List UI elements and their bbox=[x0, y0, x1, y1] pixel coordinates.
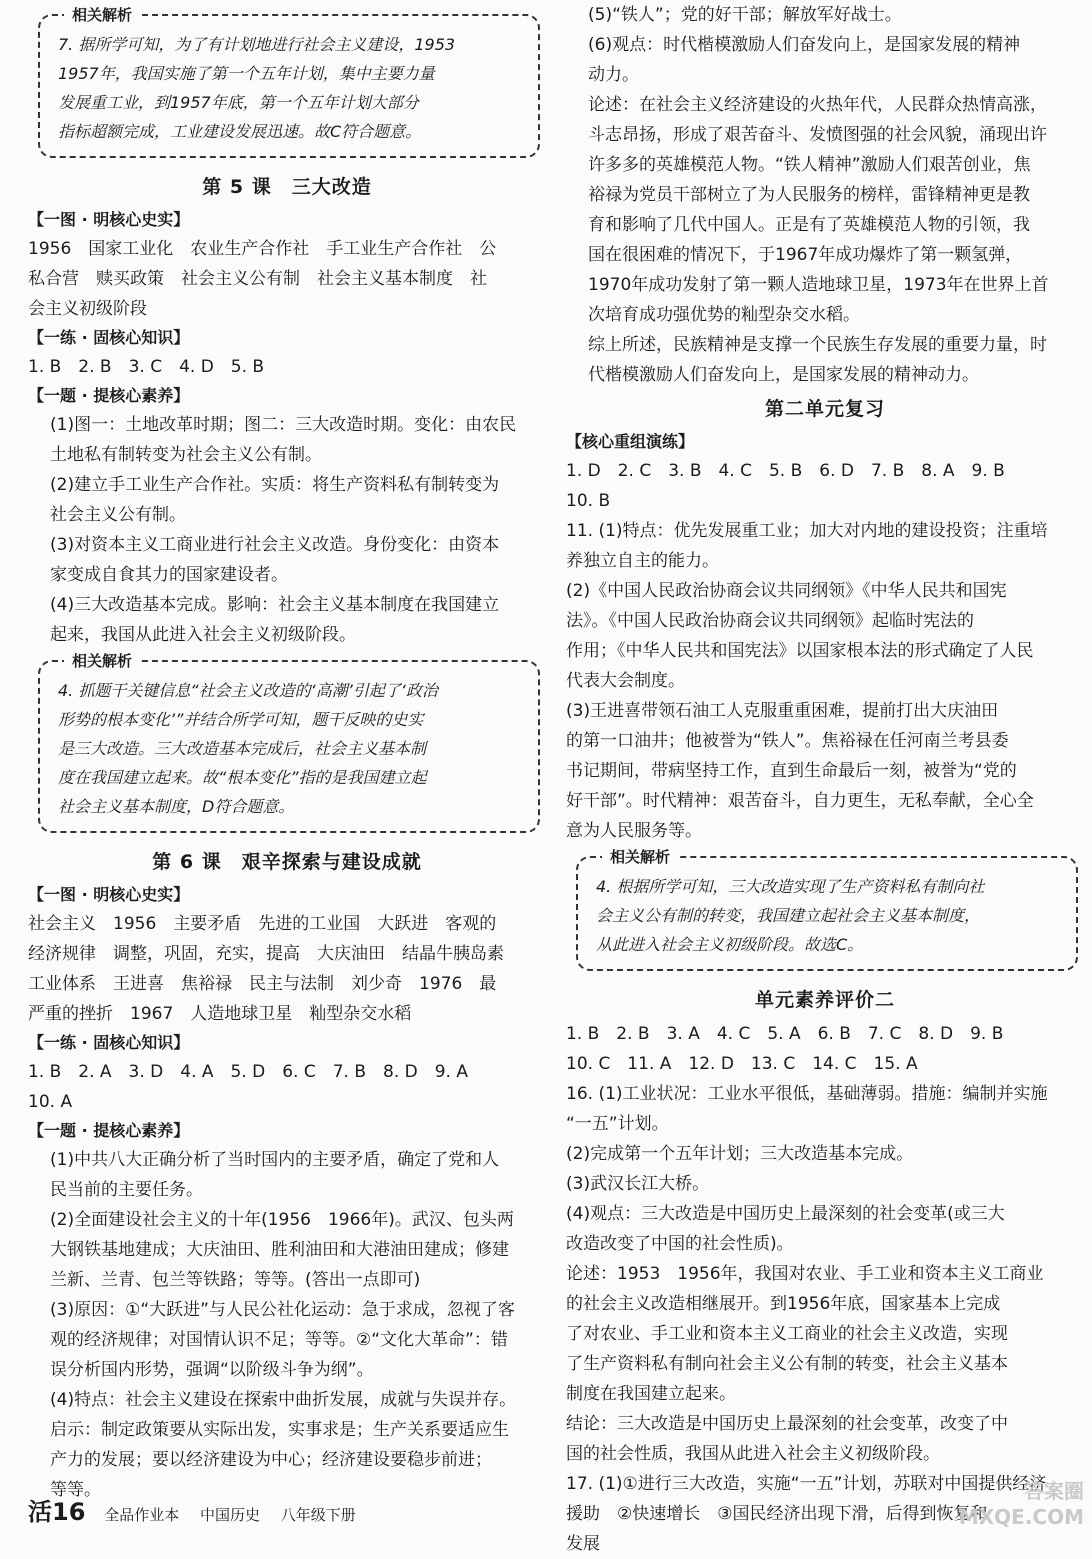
answer-line: 育和影响了几代中国人。正是有了英雄模范人物的引领，我 bbox=[588, 215, 1030, 235]
answer-line: 养独立自主的能力。 bbox=[566, 551, 719, 571]
analysis-line: 4. 抓题干关键信息“社会主义改造的‘高潮’引起了‘政治 bbox=[58, 681, 438, 700]
analysis-line: 是三大改造。三大改造基本完成后，社会主义基本制 bbox=[58, 739, 427, 758]
answer-line: 观的经济规律；对国情认识不足；等等。②“文化大革命”：错 bbox=[50, 1330, 508, 1350]
watermark bbox=[934, 1478, 1084, 1532]
answer-line: 论述：1953 1956年，我国对农业、手工业和资本主义工商业 bbox=[566, 1264, 1044, 1284]
answer-line: 产力的发展；要以经济建设为中心；经济建设要稳步前进； bbox=[50, 1450, 492, 1470]
answer-line: (4)观点：三大改造是中国历史上最深刻的社会变革(或三大 bbox=[566, 1204, 1005, 1224]
answer-line: 裕禄为党员干部树立了为人民服务的榜样，雷锋精神更是教 bbox=[588, 185, 1030, 205]
answer-line: (4)特点：社会主义建设在探索中曲折发展，成就与失误并存。 bbox=[50, 1390, 517, 1410]
answer-line: 国在很困难的情况下，于1967年成功爆炸了第一颗氢弹， bbox=[588, 245, 1023, 265]
answer-line: 了生产资料私有制向社会主义公有制的转变，社会主义基本 bbox=[566, 1354, 1008, 1374]
section-head: 【一题 · 提核心素养】 bbox=[28, 386, 190, 405]
answer-line: 等等。 bbox=[50, 1480, 101, 1500]
analysis-tag: 相关解析 bbox=[64, 648, 140, 674]
section-head: 【一图 · 明核心史实】 bbox=[28, 885, 190, 904]
section-head: 【一练 · 固核心知识】 bbox=[28, 328, 190, 347]
answer-line: 兰新、兰青、包兰等铁路；等等。(答出一点即可) bbox=[50, 1270, 421, 1290]
answer-line: 10. B bbox=[566, 491, 611, 511]
answer-line: 1970年成功发射了第一颗人造地球卫星，1973年在世界上首 bbox=[588, 275, 1049, 295]
lesson-5-title: 第 5 课 三大改造 bbox=[202, 176, 372, 198]
grade-name: 八年级下册 bbox=[280, 1506, 356, 1524]
answer-line: 17. (1)①进行三大改造，实施“一五”计划，苏联对中国提供经济 bbox=[566, 1474, 1047, 1494]
answer-line: 16. (1)工业状况：工业水平很低，基础薄弱。措施：编制并实施 bbox=[566, 1084, 1048, 1104]
answer-line: 代楷模激励人们奋发向上，是国家发展的精神动力。 bbox=[588, 365, 979, 385]
analysis-line: 会主义公有制的转变，我国建立起社会主义基本制度， bbox=[596, 906, 981, 925]
keyword-line: 经济规律 调整，巩固，充实，提高 大庆油田 结晶牛胰岛素 bbox=[28, 944, 504, 964]
answer-line: (2)建立手工业生产合作社。实质：将生产资料私有制转变为 bbox=[50, 475, 500, 495]
answer-line: 发展 bbox=[566, 1534, 600, 1554]
answer-line: 改造改变了中国的社会性质)。 bbox=[566, 1234, 794, 1254]
analysis-line: 4. 根据所学可知，三大改造实现了生产资料私有制向社 bbox=[596, 877, 985, 896]
right-column bbox=[566, 0, 1084, 1559]
answer-line: 11. (1)特点：优先发展重工业；加大对内地的建设投资；注重培 bbox=[566, 521, 1048, 541]
answer-line: 次培育成功强优势的籼型杂交水稻。 bbox=[588, 305, 860, 325]
answer-line: 启示：制定政策要从实际出发，实事求是；生产关系要适应生 bbox=[50, 1420, 509, 1440]
answer-line: 法》。《中国人民政治协商会议共同纲领》起临时宪法的 bbox=[566, 611, 974, 631]
analysis-line: 社会主义基本制度，D符合题意。 bbox=[58, 797, 295, 816]
answer-line: 了对农业、手工业和资本主义工商业的社会主义改造，实现 bbox=[566, 1324, 1008, 1344]
answer-line: 大钢铁基地建成；大庆油田、胜利油田和大港油田建成；修建 bbox=[50, 1240, 509, 1260]
answer-line: (5)“铁人”；党的好干部；解放军好战士。 bbox=[588, 5, 902, 25]
answer-line: 援助 ②快速增长 ③国民经济出现下滑，后得到恢复和 bbox=[566, 1504, 988, 1524]
keyword-line: 会主义初级阶段 bbox=[28, 299, 147, 319]
answer-line: (2)完成第一个五年计划；三大改造基本完成。 bbox=[566, 1144, 914, 1164]
answer-line: 误分析国内形势，强调“以阶级斗争为纲”。 bbox=[50, 1360, 374, 1380]
answer-line: “一五”计划。 bbox=[566, 1114, 669, 1134]
analysis-box-3 bbox=[576, 848, 1078, 971]
answer-line: 制度在我国建立起来。 bbox=[566, 1384, 736, 1404]
answer-line: 论述：在社会主义经济建设的火热年代，人民群众热情高涨， bbox=[588, 95, 1047, 115]
answer-line: 10. A bbox=[28, 1092, 73, 1112]
answer-line: (3)原因：①“大跃进”与人民公社化运动：急于求成，忽视了客 bbox=[50, 1300, 515, 1320]
answer-line: (1)图一：土地改革时期；图二：三大改造时期。变化：由农民 bbox=[50, 415, 517, 435]
page-number: 活16 bbox=[28, 1498, 86, 1526]
page-footer bbox=[28, 1494, 356, 1530]
answer-line: (2)全面建设社会主义的十年(1956 1966年)。武汉、包头两 bbox=[50, 1210, 514, 1230]
answer-line: (3)对资本主义工商业进行社会主义改造。身份变化：由资本 bbox=[50, 535, 500, 555]
answer-line: 的社会主义改造相继展开。到1956年底，国家基本上完成 bbox=[566, 1294, 1001, 1314]
answer-line: 代表大会制度。 bbox=[566, 671, 685, 691]
answer-line: 国的社会性质，我国从此进入社会主义初级阶段。 bbox=[566, 1444, 940, 1464]
subject-name: 中国历史 bbox=[199, 1506, 260, 1524]
answer-line: 意为人民服务等。 bbox=[566, 821, 702, 841]
section-head: 【核心重组演练】 bbox=[566, 432, 695, 451]
answer-line: 好干部”。时代精神：艰苦奋斗，自力更生，无私奉献，全心全 bbox=[566, 791, 1034, 811]
answer-line: 1. D 2. C 3. B 4. C 5. B 6. D 7. B 8. A 9. B bbox=[566, 461, 1005, 481]
answer-line: (2)《中国人民政治协商会议共同纲领》《中华人民共和国宪 bbox=[566, 581, 1007, 601]
series-name: 全品作业本 bbox=[104, 1506, 180, 1524]
answer-line: 综上所述，民族精神是支撑一个民族生存发展的重要力量，时 bbox=[588, 335, 1047, 355]
keyword-line: 私合营 赎买政策 社会主义公有制 社会主义基本制度 社 bbox=[28, 269, 487, 289]
answer-line: 社会主义公有制。 bbox=[50, 505, 186, 525]
section-head: 【一图 · 明核心史实】 bbox=[28, 210, 190, 229]
answer-line: 1. B 2. A 3. D 4. A 5. D 6. C 7. B 8. D 9. A bbox=[28, 1062, 468, 1082]
analysis-line: 从此进入社会主义初级阶段。故选C。 bbox=[596, 935, 864, 954]
answer-line: 10. C 11. A 12. D 13. C 14. C 15. A bbox=[566, 1054, 918, 1074]
section-head: 【一练 · 固核心知识】 bbox=[28, 1033, 190, 1052]
analysis-box-1 bbox=[38, 6, 540, 158]
section-head: 【一题 · 提核心素养】 bbox=[28, 1121, 190, 1140]
analysis-line: 度在我国建立起来。故“根本变化”指的是我国建立起 bbox=[58, 768, 427, 787]
watermark-line1: 答案圈 bbox=[1024, 1479, 1084, 1503]
watermark-line2: MXQE.COM bbox=[958, 1505, 1084, 1529]
left-column bbox=[28, 0, 546, 1505]
answer-line: 民当前的主要任务。 bbox=[50, 1180, 203, 1200]
keyword-line: 严重的挫折 1967 人造地球卫星 籼型杂交水稻 bbox=[28, 1004, 412, 1024]
lesson-6-title: 第 6 课 艰辛探索与建设成就 bbox=[152, 851, 422, 873]
analysis-line: 形势的根本变化’”并结合所学可知，题干反映的史实 bbox=[58, 710, 424, 729]
analysis-tag: 相关解析 bbox=[64, 2, 140, 28]
answer-line: (6)观点：时代楷模激励人们奋发向上，是国家发展的精神 bbox=[588, 35, 1021, 55]
answer-line: 动力。 bbox=[588, 65, 639, 85]
answer-line: 家变成自食其力的国家建设者。 bbox=[50, 565, 288, 585]
analysis-line: 发展重工业，到1957年底，第一个五年计划大部分 bbox=[58, 93, 419, 112]
analysis-tag: 相关解析 bbox=[602, 844, 678, 870]
analysis-box-2 bbox=[38, 652, 540, 833]
answer-line: (4)三大改造基本完成。影响：社会主义基本制度在我国建立 bbox=[50, 595, 500, 615]
answer-line: 斗志昂扬，形成了艰苦奋斗、发愤图强的社会风貌，涌现出许 bbox=[588, 125, 1047, 145]
keyword-line: 1956 国家工业化 农业生产合作社 手工业生产合作社 公 bbox=[28, 239, 497, 259]
answer-line: 起来，我国从此进入社会主义初级阶段。 bbox=[50, 625, 356, 645]
analysis-line: 指标超额完成，工业建设发展迅速。故C符合题意。 bbox=[58, 122, 422, 141]
answer-line: (1)中共八大正确分析了当时国内的主要矛盾，确定了党和人 bbox=[50, 1150, 500, 1170]
answer-line: 作用；《中华人民共和国宪法》以国家根本法的形式确定了人民 bbox=[566, 641, 1034, 661]
answer-line: 许多多的英雄模范人物。“铁人精神”激励人们艰苦创业，焦 bbox=[588, 155, 1031, 175]
answer-line: 结论：三大改造是中国历史上最深刻的社会变革，改变了中 bbox=[566, 1414, 1008, 1434]
analysis-line: 7. 据所学可知，为了有计划地进行社会主义建设，1953 bbox=[58, 35, 456, 54]
answer-line: 书记期间，带病坚持工作，直到生命最后一刻，被誉为“党的 bbox=[566, 761, 1017, 781]
answer-line: 1. B 2. B 3. A 4. C 5. A 6. B 7. C 8. D 9. B bbox=[566, 1024, 1004, 1044]
answer-line: (3)武汉长江大桥。 bbox=[566, 1174, 710, 1194]
answer-line: 的第一口油井；他被誉为“铁人”。焦裕禄在任河南兰考县委 bbox=[566, 731, 1009, 751]
analysis-line: 1957年，我国实施了第一个五年计划，集中主要力量 bbox=[58, 64, 435, 83]
answer-line: (3)王进喜带领石油工人克服重重困难，提前打出大庆油田 bbox=[566, 701, 999, 721]
answer-line: 土地私有制转变为社会主义公有制。 bbox=[50, 445, 322, 465]
unit-evaluation-title: 单元素养评价二 bbox=[754, 989, 895, 1011]
keyword-line: 社会主义 1956 主要矛盾 先进的工业国 大跃进 客观的 bbox=[28, 914, 497, 934]
keyword-line: 工业体系 王进喜 焦裕禄 民主与法制 刘少奇 1976 最 bbox=[28, 974, 497, 994]
answer-line: 1. B 2. B 3. C 4. D 5. B bbox=[28, 357, 265, 377]
unit-2-review-title: 第二单元复习 bbox=[764, 398, 885, 420]
